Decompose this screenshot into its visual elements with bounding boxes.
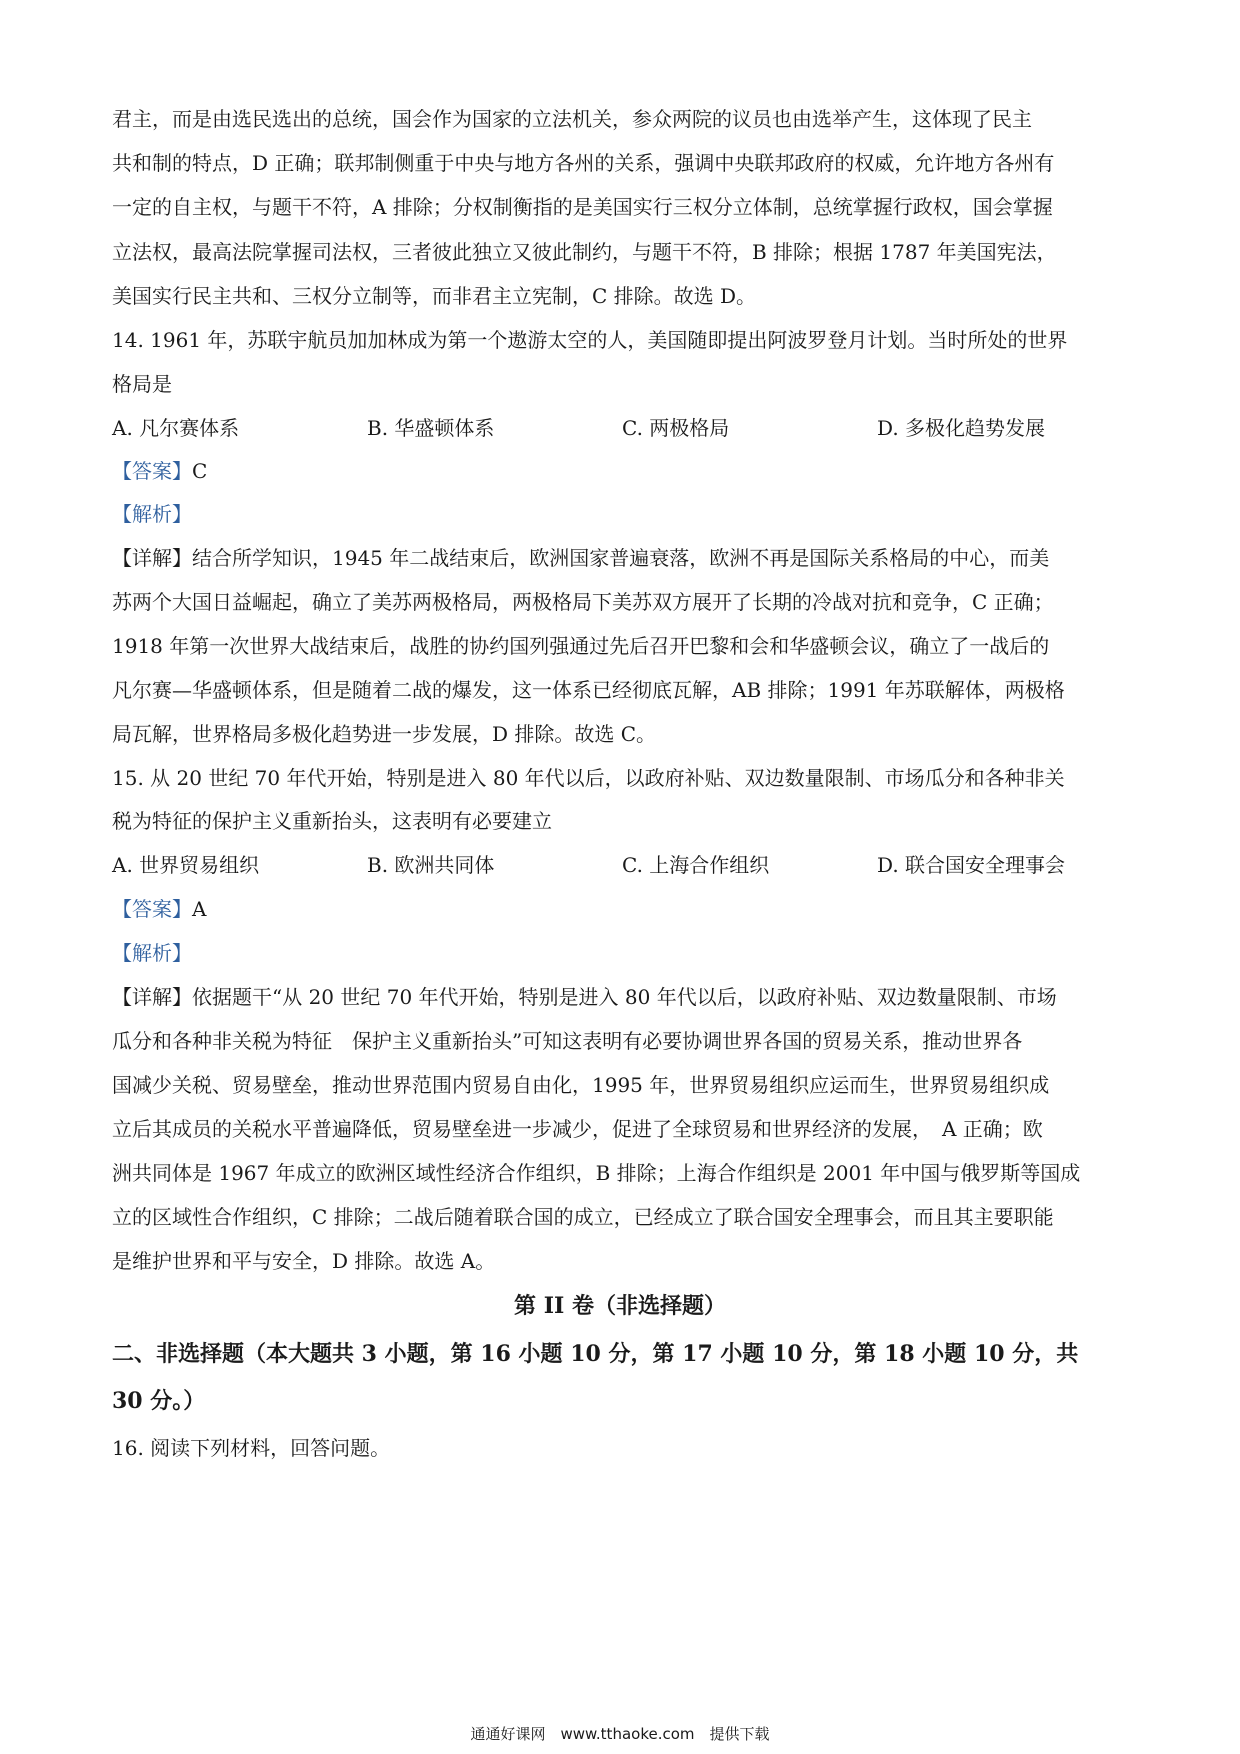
detail-tag: 【详解】 xyxy=(112,985,192,1009)
section-heading-line: 二、非选择题（本大题共 3 小题，第 16 小题 10 分，第 17 小题 10 分，第 18 小题 10 分，共 xyxy=(112,1341,1079,1367)
q15-detail-line: 是维护世界和平与安全，D 排除。故选 A。 xyxy=(112,1249,496,1273)
q15-option-d: D. 联合国安全理事会 xyxy=(877,853,1066,877)
section-heading-line: 30 分。） xyxy=(112,1388,206,1414)
q14-options xyxy=(112,414,1132,442)
intro-line: 美国实行民主共和、三权分立制等，而非君主立宪制，C 排除。故选 D。 xyxy=(112,284,757,308)
q14-detail-line xyxy=(112,544,1132,572)
q15-detail-line xyxy=(112,983,1132,1011)
q15-options xyxy=(112,851,1132,879)
q14-option-a: A. 凡尔赛体系 xyxy=(112,416,240,440)
q14-option-d: D. 多极化趋势发展 xyxy=(877,416,1046,440)
q14-detail-line: 凡尔赛—华盛顿体系，但是随着二战的爆发，这一体系已经彻底瓦解，AB 排除；1991 年苏联解体，两极格 xyxy=(112,678,1065,702)
analysis-tag: 【解析】 xyxy=(112,941,192,965)
q14-answer xyxy=(112,457,1132,485)
detail-text: 依据题干“从 20 世纪 70 年代开始，特别是进入 80 年代以后，以政府补贴、双边数量限制、市场 xyxy=(192,985,1057,1009)
q15-detail-line: 瓜分和各种非关税为特征 保护主义重新抬头”可知这表明有必要协调世界各国的贸易关系，推动世界各 xyxy=(112,1029,1023,1053)
analysis-tag: 【解析】 xyxy=(112,502,192,526)
q15-detail-line: 洲共同体是 1967 年成立的欧洲区域性经济合作组织，B 排除；上海合作组织是 2001 年中国与俄罗斯等国成 xyxy=(112,1161,1081,1185)
page-footer: 通通好课网 www.tthaoke.com 提供下载 xyxy=(470,1725,770,1743)
q15-answer xyxy=(112,895,1132,923)
intro-line: 君主，而是由选民选出的总统，国会作为国家的立法机关，参众两院的议员也由选举产生，这体现了民主 xyxy=(112,107,1032,131)
detail-text: 结合所学知识，1945 年二战结束后，欧洲国家普遍衰落，欧洲不再是国际关系格局的中心，而美 xyxy=(192,546,1050,570)
q14-analysis xyxy=(112,500,1132,528)
q14-stem-line: 14. 1961 年，苏联宇航员加加林成为第一个遨游太空的人，美国随即提出阿波罗登月计划。当时所处的世界 xyxy=(112,328,1068,352)
q15-stem-line: 税为特征的保护主义重新抬头，这表明有必要建立 xyxy=(112,809,552,833)
intro-line: 一定的自主权，与题干不符，A 排除；分权制衡指的是美国实行三权分立体制，总统掌握行政权，国会掌握 xyxy=(112,195,1053,219)
answer-value: C xyxy=(192,459,208,483)
q14-detail-line: 苏两个大国日益崛起，确立了美苏两极格局，两极格局下美苏双方展开了长期的冷战对抗和竞争，C 正确； xyxy=(112,590,1054,614)
q15-option-b: B. 欧洲共同体 xyxy=(367,853,495,877)
q14-stem-line: 格局是 xyxy=(112,372,172,396)
answer-tag: 【答案】 xyxy=(112,897,192,921)
q15-detail-line: 国减少关税、贸易壁垒，推动世界范围内贸易自由化，1995 年，世界贸易组织应运而生，世界贸易组织成 xyxy=(112,1073,1050,1097)
q14-detail-line: 局瓦解，世界格局多极化趋势进一步发展，D 排除。故选 C。 xyxy=(112,722,657,746)
q14-option-b: B. 华盛顿体系 xyxy=(367,416,495,440)
intro-line: 立法权，最高法院掌握司法权，三者彼此独立又彼此制约，与题干不符，B 排除；根据 1787 年美国宪法， xyxy=(112,240,1057,264)
q15-option-c: C. 上海合作组织 xyxy=(622,853,770,877)
detail-tag: 【详解】 xyxy=(112,546,192,570)
q14-detail-line: 1918 年第一次世界大战结束后，战胜的协约国列强通过先后召开巴黎和会和华盛顿会议，确立了一战后的 xyxy=(112,634,1050,658)
q15-option-a: A. 世界贸易组织 xyxy=(112,853,260,877)
q14-option-c: C. 两极格局 xyxy=(622,416,730,440)
q15-analysis xyxy=(112,939,1132,967)
q16-stem: 16. 阅读下列材料，回答问题。 xyxy=(112,1436,391,1460)
q15-detail-line: 立的区域性合作组织，C 排除；二战后随着联合国的成立，已经成立了联合国安全理事会，而且其主要职能 xyxy=(112,1205,1054,1229)
q15-detail-line: 立后其成员的关税水平普遍降低，贸易壁垒进一步减少，促进了全球贸易和世界经济的发展， A 正确；欧 xyxy=(112,1117,1043,1141)
answer-tag: 【答案】 xyxy=(112,459,192,483)
q15-stem-line: 15. 从 20 世纪 70 年代开始，特别是进入 80 年代以后，以政府补贴、双边数量限制、市场瓜分和各种非关 xyxy=(112,766,1065,790)
answer-value: A xyxy=(192,897,207,921)
intro-line: 共和制的特点，D 正确；联邦制侧重于中央与地方各州的关系，强调中央联邦政府的权威，允许地方各州有 xyxy=(112,151,1055,175)
part-title: 第 II 卷（非选择题） xyxy=(514,1293,726,1319)
